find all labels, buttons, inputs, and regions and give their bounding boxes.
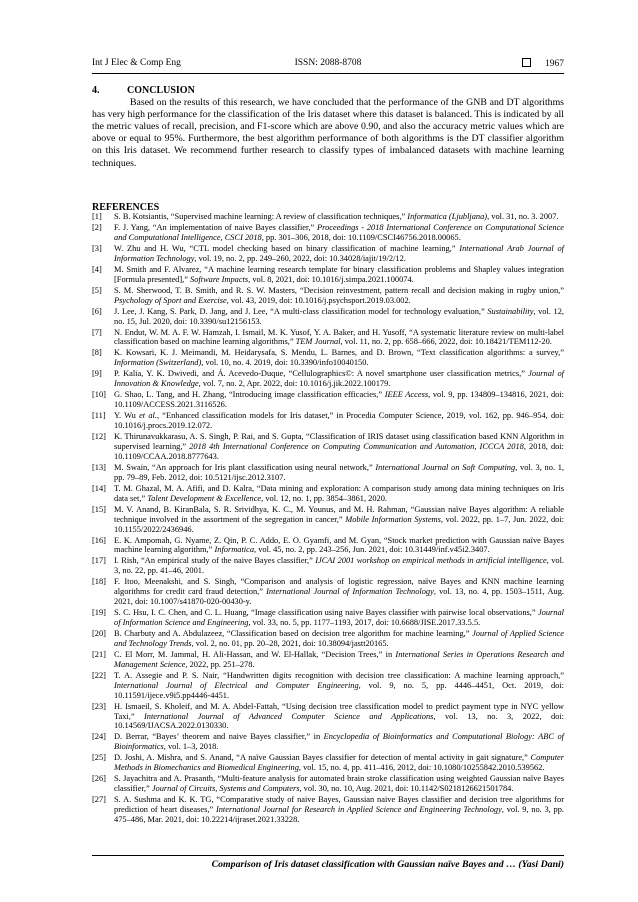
reference-venue: Sustainability [487,306,534,316]
reference-item [92,307,564,327]
reference-number: [10] [92,390,106,400]
references-heading: REFERENCES [92,202,160,213]
reference-item [92,774,564,794]
reference-text: D. Berrar, “Bayes’ theorem and naive Bayes classifier,” in [114,732,324,742]
reference-text: T. M. Ghazal, M. A. Afifi, and D. Kalra, “Data mining and exploration: A comparison study among data mining techniques on Iris data set,” [114,483,564,503]
reference-text: H. Ismaeil, S. Kholeif, and M. A. Abdel-Fattah, “Using decision tree classification model to predict payment type in NYC yellow Taxi,” [114,701,564,721]
reference-details: , vol. 31, no. 3. 2007. [487,212,559,221]
reference-details: , vol. 3, no. 22, pp. 41–46, 2001. [114,556,564,576]
reference-venue: Proceedings - 2018 International Conference on Computational Science and Computational Intelligence, CSCI 2018 [114,223,564,242]
reference-item [92,463,564,483]
reference-item [92,390,564,410]
reference-number: [9] [92,369,102,379]
reference-item [92,484,564,504]
reference-number: [7] [92,327,102,337]
reference-number: [25] [92,753,106,763]
reference-number: [27] [92,795,106,805]
reference-venue: Informatica [214,545,255,555]
reference-text: S. C. Hsu, I. C. Chen, and C. L. Huang, “Image classification using naive Bayes classifier with pairwise local observations,” [114,608,538,618]
reference-item [92,536,564,556]
reference-item [92,265,564,285]
reference-details: , vol. 3, no. 1, pp. 79–89, Feb. 2012, doi: 10.5121/ijsc.2012.3107. [114,462,565,482]
reference-number: [18] [92,577,106,587]
reference-venue: International Journal of Advanced Computer Science and Applications [144,711,434,721]
reference-text: C. El Morr, M. Jammal, H. Ali-Hassan, and W. El-Hallak, “Decision Trees,” in [114,649,396,659]
reference-number: [11] [92,411,106,421]
reference-venue: IJCAI 2001 workshop on empirical methods in artificial intelligence [315,556,547,566]
reference-text: D. Joshi, A. Mishra, and S. Anand, “A naïve Gaussian Bayes classifier for detection of mental activity in gait signature,” [114,753,531,763]
reference-number: [24] [92,732,106,742]
reference-text: M. Smith and F. Alvarez, “A machine learning research template for binary classification problems and Shapley values integration [Formula presented],” [114,264,564,284]
reference-number: [4] [92,264,102,274]
reference-item [92,629,564,649]
reference-venue: Informatica (Ljubljana) [407,212,488,221]
checkbox-square-icon [522,58,531,67]
reference-venue: Psychology of Sport and Exercise [114,295,227,305]
reference-item [92,369,564,389]
reference-text: E. K. Ampomah, G. Nyame, Z. Qin, P. C. Addo, E. O. Gyamfi, and M. Gyan, “Stock market prediction with Gaussian naïve Bayes machine learning algorithm,” [114,535,564,555]
reference-number: [13] [92,462,106,472]
reference-item [92,328,564,348]
reference-details: , vol. 12, no. 15, Jul. 2020, doi: 10.3390/su12156153. [114,306,564,326]
reference-text: F. J. Yang, “An implementation of naive Bayes classifier,” [114,223,318,232]
reference-venue: International Journal for Research in Applied Science and Engineering Technology [215,805,502,815]
reference-details: , vol. 30, no. 10, Aug. 2021, doi: 10.1142/S0218126621501784. [299,784,514,794]
header-rule [92,73,564,74]
reference-text: G. Shao, L. Tang, and H. Zhang, “Introducing image classification efficacies,” [114,390,385,400]
reference-details: , 2022, pp. 251–278. [185,659,255,669]
journal-name: Int J Elec & Comp Eng [92,58,181,68]
reference-number: [20] [92,629,106,639]
reference-venue: Software Impacts [190,274,249,284]
reference-details: , vol. 13, no. 4, pp. 1503–1511, Aug. 2021, doi: 10.1007/s41870-020-00430-y. [114,587,564,607]
reference-details: , vol. 1–3, 2018. [163,742,219,752]
reference-text: W. Zhu and H. Wu, “CTL model checking based on binary classification of machine learning,” [114,243,460,253]
reference-text: K. Kowsari, K. J. Meimandi, M. Heidarysafa, S. Mendu, L. Barnes, and D. Brown, “Text classification algorithms: a survey,” [114,348,564,358]
reference-venue: International Journal of Electrical and Computer Engineering [114,680,359,690]
reference-details: , vol. 33, no. 5, pp. 1177–1193, 2017, doi: 10.6688/JISE.2017.33.5.5. [248,618,481,628]
reference-item [92,702,564,732]
reference-details: , vol. 12, no. 1, pp. 3854–3861, 2020. [261,493,387,503]
conclusion-paragraph: Based on the results of this research, we have concluded that the performance of the GNB and DT algorithms has very high performance for the classification of the Iris dataset where this dataset is balanced. This is indicated by all the metric values of recall, precision, and F1-score which are above 0.90, and also the accuracy metric values which are above or equal to 95%. Furthermore, the best algorithm performance of both algorithms is the DT classifier algorithm on this Iris dataset. We recommend further research to classify types of imbalanced datasets with machine learning techniques. [92,96,564,169]
reference-text: T. A. Assegie and P. S. Nair, “Handwritten digits recognition with decision tree classification: A machine learning approach,” [114,670,564,680]
reference-item [92,732,564,752]
reference-venue: International Series in Operations Research and Management Science [114,649,565,669]
reference-text: M. Swain, “An approach for Iris plant classification using neural network,” [114,462,376,472]
reference-text: S. A. Sushma and K. K. TG, “Comparative study of naive Bayes, Gaussian naive Bayes classifier and decision tree algorithms for prediction of heart diseases,” [114,795,564,815]
reference-text: B. Charbuty and A. Abdulazeez, “Classification based on decision tree algorithm for machine learning,” [114,629,473,639]
reference-number: [17] [92,556,106,566]
reference-item [92,753,564,773]
reference-text: P. Kalia, Y. K. Dwivedi, and Á. Acevedo-Duque, “Cellulographics©: A novel smartphone user classification metrics,” [114,369,529,379]
reference-venue: IEEE Access [384,390,429,400]
reference-text: S. Jayachitra and A. Prasanth, “Multi-feature analysis for automated brain stroke classification using weighted Gaussian naïve Bayes classifier,” [114,774,564,794]
reference-details: , vol. 19, no. 2, pp. 249–260, 2022, doi: 10.34028/iajit/19/2/12. [194,253,406,263]
running-header [92,58,564,72]
reference-text: J. Lee, J. Kang, S. Park, D. Jang, and J. Lee, “A multi-class classification model for technology evaluation,” [114,306,488,316]
reference-details: , vol. 10, no. 4. 2019, doi: 10.3390/info10040150. [201,358,369,368]
reference-item [92,505,564,535]
reference-text: M. V. Anand, B. KiranBala, S. R. Srividhya, K. C., M. Younus, and M. H. Rahman, “Gaussian naïve Bayes algorithm: A reliable technique involved in the assortment of the segregation in cancer,” [114,504,564,524]
reference-item [92,432,564,462]
reference-item [92,671,564,701]
reference-number: [3] [92,243,102,253]
reference-venue: International Journal on Soft Computing [375,462,516,472]
reference-venue: Journal of Applied Science and Technology Trends [114,629,564,648]
reference-number: [1] [92,212,102,221]
reference-venue: Information (Switzerland) [114,358,202,368]
reference-venue: Computer Methods in Biomechanics and Biomedical Engineering [114,753,564,773]
reference-details: , vol. 9, no. 5, pp. 4446–4451, Oct. 2019, doi: 10.11591/ijece.v9i5.pp4446-4451. [114,680,564,700]
reference-venue: TEM Journal [295,337,341,347]
reference-details: , 2018, doi: 10.1109/CCAA.2018.8777643. [114,441,564,461]
reference-details: , vol. 7, no. 2, Apr. 2022, doi: 10.1016/j.jik.2022.100179. [198,379,391,389]
reference-number: [12] [92,432,106,442]
reference-venue: Mobile Information Systems [345,514,441,524]
reference-text: S. M. Sherwood, T. B. Smith, and R. S. W. Masters, “Decision reinvestment, pattern recall and decision making in rugby union,” [114,285,564,295]
reference-details: , vol. 2022, pp. 1–7, Jun. 2022, doi: 10.1155/2022/2436946. [114,514,564,534]
footer-rule [92,855,564,856]
reference-venue: Journal of Information Science and Engineering [114,608,564,628]
reference-item [92,650,564,670]
reference-details: , vol. 43, 2019, doi: 10.1016/j.psychsport.2019.03.002. [226,295,411,305]
running-footer: Comparison of Iris dataset classification with Gaussian naïve Bayes and … (Yasi Dani) [211,859,564,870]
reference-text: K. Thirunavukkarasu, A. S. Singh, P. Rai, and S. Gupta, “Classification of IRIS dataset using classification based KNN Algorithm in supervised learning,” [114,432,564,451]
reference-details: , “Enhanced classification models for Iris dataset,” in Procedia Computer Science, 2019, vol. 162, pp. 946–954, doi: 10.1016/j.procs.2019.12.072. [114,411,565,431]
reference-item [92,286,564,306]
reference-number: [5] [92,285,102,295]
page-number: 1967 [545,59,564,69]
reference-item [92,223,564,243]
reference-item [92,411,564,431]
reference-item [92,577,564,607]
reference-venue: Encyclopedia of Bioinformatics and Computational Biology: ABC of Bioinformatics [114,732,564,752]
reference-venue: Talent Development & Excellence [147,493,262,503]
reference-text: Y. Wu [114,411,140,421]
reference-item [92,212,564,222]
reference-list [92,212,564,826]
section-number: 4. [92,85,100,96]
reference-item [92,556,564,576]
reference-number: [16] [92,535,106,545]
reference-item [92,244,564,264]
reference-number: [23] [92,701,106,711]
reference-number: [15] [92,504,106,514]
reference-venue: Journal of Circuits, Systems and Computers [151,784,300,794]
reference-details: , vol. 9, no. 3, pp. 475–486, Mar. 2021, doi: 10.22214/ijraset.2021.33228. [114,805,564,824]
reference-item [92,608,564,628]
reference-details: , pp. 301–306, 2018, doi: 10.1109/CSCI46756.2018.00065. [261,232,461,242]
reference-item [92,348,564,368]
reference-number: [26] [92,774,106,784]
reference-details: , vol. 45, no. 2, pp. 243–256, Jun. 2021, doi: 10.31449/inf.v45i2.3407. [254,545,490,555]
reference-venue: 2018 4th International Conference on Computing Communication and Automation, ICCCA 2018 [189,441,524,451]
reference-venue: Journal of Innovation & Knowledge [114,369,564,389]
reference-text: N. Endut, W. M. A. F. W. Hamzah, I. Ismail, M. K. Yusof, Y. A. Baker, and H. Yusoff, “A systematic literature review on multi-label classification based on machine learning algorithms,” [114,327,564,347]
section-heading [92,85,195,96]
reference-number: [19] [92,608,106,618]
reference-number: [21] [92,649,106,659]
reference-details: , vol. 2, no. 01, pp. 20–28, 2021, doi: 10.38094/jastt20165. [191,638,389,648]
reference-number: [2] [92,223,102,232]
reference-item [92,795,564,825]
reference-details: , vol. 8, 2021, doi: 10.1016/j.simpa.2021.100074. [248,274,414,284]
reference-text: F. Itoo, Meenakshi, and S. Singh, “Comparison and analysis of logistic regression, naïve Bayes and KNN machine learning algorithms for credit card fraud detection,” [114,577,564,597]
reference-text: I. Rish, “An empirical study of the naive Bayes classifier,” [114,556,316,566]
section-title: CONCLUSION [127,85,195,96]
reference-details: , vol. 15, no. 4, pp. 411–416, 2012, doi: 10.1080/10255842.2010.539562. [298,763,545,773]
reference-details: , vol. 11, no. 2, pp. 658–666, 2022, doi: 10.18421/TEM112-20. [340,337,552,347]
reference-text: S. B. Kotsiantis, “Supervised machine learning: A review of classification techniques,” [114,212,408,221]
page-number-group [522,58,564,69]
reference-venue: International Arab Journal of Information Technology [114,243,564,263]
reference-details: , vol. 9, pp. 134809–134816, 2021, doi: 10.1109/ACCESS.2021.3116526. [114,390,564,410]
reference-number: [14] [92,483,106,493]
reference-venue: et al. [139,411,157,421]
reference-number: [8] [92,348,102,358]
reference-details: , vol. 13, no. 3, 2022, doi: 10.14569/IJACSA.2022.0130330. [114,711,564,731]
reference-venue: International Journal of Information Technology [266,587,434,597]
reference-number: [6] [92,306,102,316]
issn: ISSN: 2088-8708 [294,58,362,68]
reference-number: [22] [92,670,106,680]
